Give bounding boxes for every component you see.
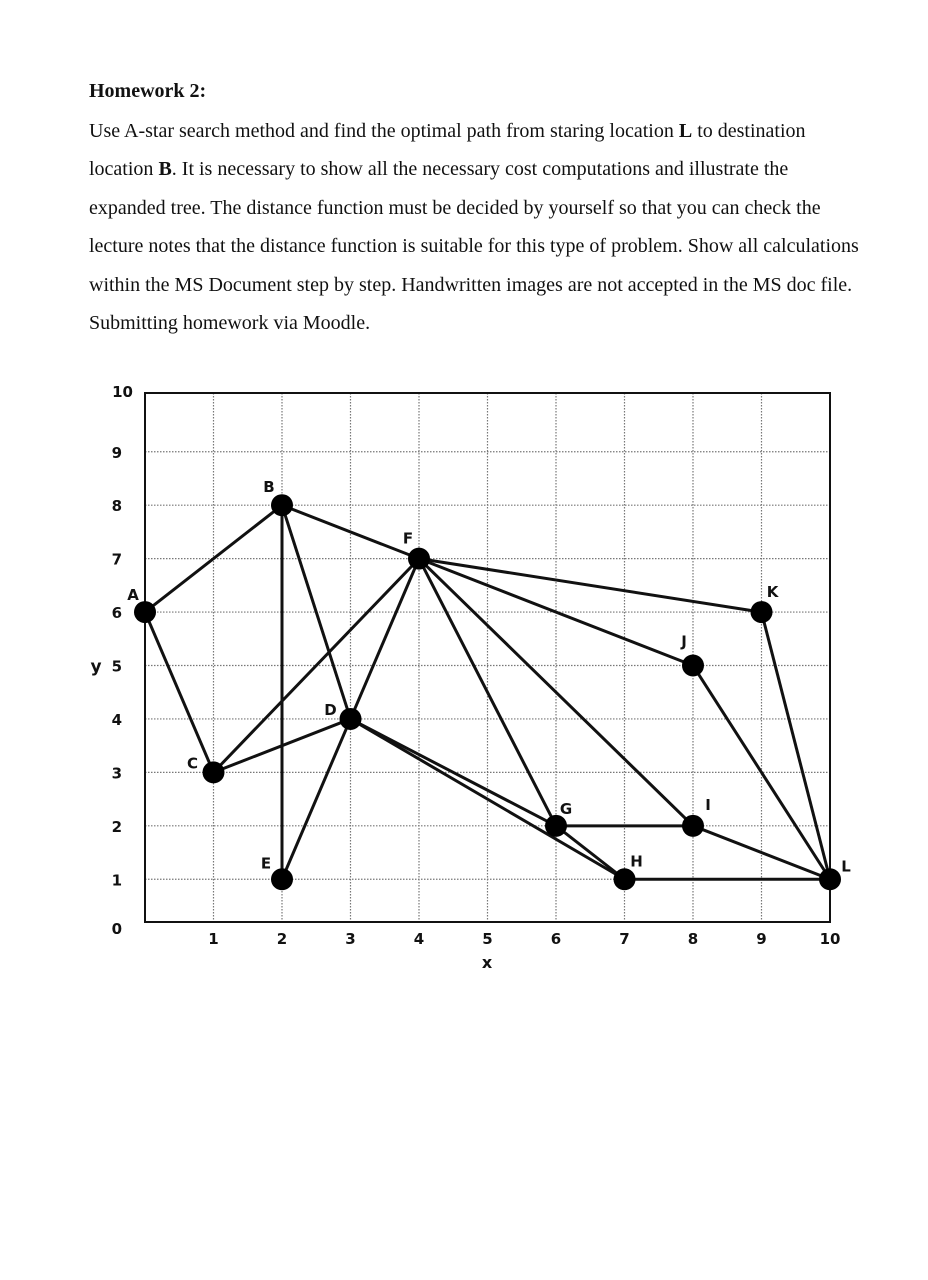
edge-F-I: [419, 559, 693, 826]
node-C: [203, 761, 225, 783]
x-tick-label: 10: [819, 930, 841, 948]
homework-title: Homework 2:: [89, 80, 207, 102]
node-label-D: D: [324, 700, 337, 719]
edge-D-G: [351, 719, 557, 826]
y-tick-label: 10: [112, 383, 133, 401]
edge-F-G: [419, 559, 556, 826]
instruction-text-run: Use A-star search method and find the optimal path from staring location: [89, 120, 679, 142]
node-J: [682, 655, 704, 677]
x-tick-label: 5: [482, 930, 493, 948]
node-E: [271, 868, 293, 890]
node-label-H: H: [630, 852, 643, 871]
node-label-K: K: [766, 583, 779, 602]
x-tick-label: 9: [756, 930, 767, 948]
edge-G-H: [556, 826, 625, 879]
node-label-A: A: [127, 586, 139, 605]
y-tick-label: 5: [111, 657, 122, 676]
edge-K-L: [762, 612, 831, 879]
x-tick-label: 6: [550, 930, 562, 948]
y-tick-label: 3: [111, 764, 122, 783]
node-D: [340, 708, 362, 730]
node-I: [682, 815, 704, 837]
x-tick-label: 3: [345, 930, 356, 948]
instruction-text-run: L: [678, 120, 693, 142]
edge-A-C: [145, 612, 214, 772]
y-tick-label: 2: [111, 817, 122, 836]
node-label-J: J: [681, 632, 687, 651]
node-label-I: I: [705, 795, 711, 814]
node-label-L: L: [841, 857, 851, 876]
node-label-F: F: [402, 529, 414, 548]
x-tick-label: 4: [413, 930, 425, 948]
node-F: [408, 548, 430, 570]
instruction-text-run: to destination location: [89, 120, 806, 181]
x-tick-label: 8: [687, 930, 699, 948]
node-K: [751, 601, 773, 623]
node-L: [819, 868, 841, 890]
node-label-G: G: [559, 799, 573, 818]
y-tick-label: 8: [111, 497, 122, 516]
y-tick-label: 4: [111, 710, 122, 729]
node-label-C: C: [186, 754, 199, 773]
y-tick-label: 7: [111, 550, 122, 569]
node-A: [134, 601, 156, 623]
instruction-text-run: B: [158, 158, 172, 181]
instruction-text-run: . It is necessary to show all the necessary cost computations and illustrate the expanded tree. The distance function must be decided by yourself so that you can check the lecture notes that the distance function is suitable for this type of problem. Show all calculations within the MS Document step by step. Handwritten images are not accepted in the MS doc file. Submitting homework via Moodle.: [89, 158, 859, 335]
edge-D-F: [351, 559, 420, 719]
x-tick-label: 2: [276, 930, 288, 948]
edge-F-K: [419, 559, 762, 612]
x-axis-label: x: [481, 953, 493, 972]
x-tick-label: 7: [619, 930, 630, 948]
y-tick-label: 0: [111, 920, 122, 938]
node-B: [271, 494, 293, 516]
node-label-E: E: [260, 854, 272, 873]
x-tick-label: 1: [208, 930, 219, 948]
edge-A-B: [145, 505, 282, 612]
y-tick-label: 1: [111, 871, 122, 890]
node-label-B: B: [263, 478, 275, 497]
y-axis-label: y: [90, 657, 102, 677]
node-G: [545, 815, 567, 837]
y-tick-label: 6: [111, 604, 122, 623]
y-tick-label: 9: [111, 443, 122, 462]
node-H: [614, 868, 636, 890]
